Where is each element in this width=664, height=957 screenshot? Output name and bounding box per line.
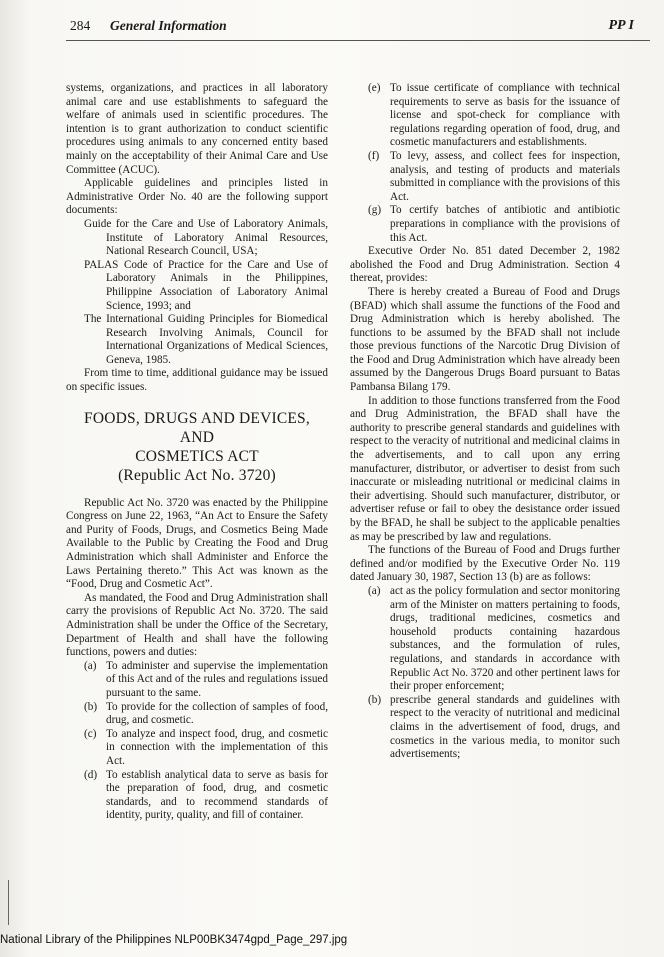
page-number: 284 bbox=[70, 18, 91, 33]
page-header bbox=[70, 18, 644, 38]
section-mark: PP I bbox=[608, 18, 634, 33]
document-entry: PALAS Code of Practice for the Care and Use of Laboratory Animals in the Philippines, Philippine Association of Laboratory Animal Science, 1993; and bbox=[84, 258, 328, 312]
right-column bbox=[350, 82, 620, 762]
paragraph: Applicable guidelines and principles listed in Administrative Order No. 40 are the following support documents: bbox=[66, 177, 328, 217]
footer-caption: National Library of the Philippines NLP00BK3474gpd_Page_297.jpg bbox=[0, 934, 348, 946]
item-text: prescribe general standards and guidelines with respect to the veracity of nutritional and medicinal claims in the advertisement of food, drugs, and cosmetics in the various media, to monitor such advertisements; bbox=[390, 693, 620, 761]
header-rule bbox=[66, 40, 650, 41]
item-label: (e) bbox=[368, 82, 381, 94]
item-label: (b) bbox=[84, 700, 98, 713]
paragraph: systems, organizations, and practices in all laboratory animal care and use establishments to safeguard the welfare of animals used in scientific procedures. The intention is to grant authorization to conduct scientific procedures using animals to any concerned entity based mainly on the acceptability of their Animal Care and Use Committee (ACUC). bbox=[66, 82, 328, 176]
document-entry: Guide for the Care and Use of Laboratory Animals, Institute of Laboratory Animal Resources, National Research Council, USA; bbox=[84, 217, 328, 258]
item-label: (c) bbox=[84, 727, 97, 740]
paragraph: From time to time, additional guidance may be issued on specific issues. bbox=[66, 367, 328, 394]
item-text: To administer and supervise the implementation of this Act and of the rules and regulations issued pursuant to the same. bbox=[106, 659, 328, 699]
heading-line: FOODS, DRUGS AND DEVICES, AND bbox=[84, 409, 310, 446]
list-item bbox=[368, 694, 620, 762]
item-label: (a) bbox=[368, 584, 381, 597]
paragraph: There is hereby created a Bureau of Food and Drugs (BFAD) which shall assume the functions of the Food and Drug Administration which is hereby abolished. The functions to be assumed by the BFAD shall not include those previous functions of the Narcotic Drug Division of the Food and Drug Administration which have already been assumed by the Dangerous Drugs Board pursuant to Batas Pambansa Bilang 179. bbox=[350, 285, 620, 394]
heading-line: COSMETICS ACT bbox=[135, 447, 259, 465]
item-label: (a) bbox=[84, 659, 97, 672]
list-item bbox=[368, 204, 620, 245]
item-text: To provide for the collection of samples of food, drug, and cosmetic. bbox=[106, 700, 328, 727]
item-text: To establish analytical data to serve as basis for the preparation of food, drug, and cosmetic standards, and to recommend standards of identity, purity, quality, and fill of container. bbox=[106, 768, 328, 822]
list-item bbox=[368, 585, 620, 694]
list-item bbox=[368, 150, 620, 204]
paragraph: In addition to those functions transferred from the Food and Drug Administration, the BFAD shall have the authority to prescribe general standards and guidelines with respect to the veracity of nutritional and medicinal claims in the advertisements, and to call upon any erring manufacturer, distributor, or advertiser to desist from such inaccurate or misleading nutritional or medicinal claims in their advertising. Should such manufacturer, distributor, or advertiser refuse or fail to obey the desistance order issued by the BFAD, he shall be subject to the applicable penalties as may be prescribed by law and regulations. bbox=[350, 394, 620, 543]
function-list-continued bbox=[368, 82, 620, 245]
item-label: (g) bbox=[368, 204, 382, 217]
item-text: To levy, assess, and collect fees for inspection, analysis, and testing of products and materials submitted in compliance with the provisions of this Act. bbox=[390, 149, 620, 203]
item-text: To certify batches of antibiotic and antibiotic preparations in compliance with the provisions of this Act. bbox=[390, 204, 620, 244]
left-column bbox=[66, 82, 328, 823]
list-item bbox=[84, 728, 328, 769]
item-label: (d) bbox=[84, 768, 98, 781]
function-list bbox=[84, 660, 328, 823]
list-item bbox=[84, 660, 328, 701]
list-item bbox=[84, 701, 328, 728]
document-entry: The International Guiding Principles for Biomedical Research Involving Animals, Council for International Organizations of Medical Sciences, Geneva, 1985. bbox=[84, 313, 328, 366]
paragraph: The functions of the Bureau of Food and Drugs further defined and/or modified by the Executive Order No. 119 dated January 30, 1987, Section 13 (b) are as follows: bbox=[350, 544, 620, 584]
paragraph: As mandated, the Food and Drug Administration shall carry the provisions of Republic Act No. 3720. The said Administration shall be under the Office of the Secretary, Department of Health and shall have the following functions, powers and duties: bbox=[66, 591, 328, 659]
running-title: General Information bbox=[110, 18, 227, 33]
paragraph: Republic Act No. 3720 was enacted by the Philippine Congress on June 22, 1963, “An Act to Ensure the Safety and Purity of Foods, Drugs, and Cosmetics Being Made Available to the Public by Creating the Food and Drug Administration which shall Administer and Enforce the Laws Pertaining thereto.” This Act was known as the “Food, Drug and Cosmetic Act”. bbox=[66, 496, 328, 591]
bfad-function-list bbox=[368, 585, 620, 762]
item-text: act as the policy formulation and sector monitoring arm of the Minister on matters pertaining to foods, drugs, traditional medicines, cosmetics and household products containing hazardous substances, and the formulation of rules, regulations, and standards in accordance with Republic Act No. 3720 and other pertinent laws for their proper enforcement; bbox=[390, 584, 620, 693]
section-heading bbox=[66, 409, 328, 485]
list-item bbox=[84, 769, 328, 823]
item-label: (b) bbox=[368, 693, 382, 706]
list-item bbox=[368, 82, 620, 150]
heading-line: (Republic Act No. 3720) bbox=[118, 466, 276, 484]
paragraph: Executive Order No. 851 dated December 2, 1982 abolished the Food and Drug Administration. Section 4 thereat, provides: bbox=[350, 245, 620, 285]
scan-edge-mark bbox=[8, 880, 9, 925]
item-label: (f) bbox=[368, 149, 380, 162]
item-text: To analyze and inspect food, drug, and cosmetic in connection with the implementation of this Act. bbox=[106, 727, 328, 767]
item-text: To issue certificate of compliance with technical requirements to serve as basis for the issuance of license and spot-check for compliance with regulations regarding operation of food, drug, and cosmetic manufacturers and establishments. bbox=[390, 82, 620, 149]
